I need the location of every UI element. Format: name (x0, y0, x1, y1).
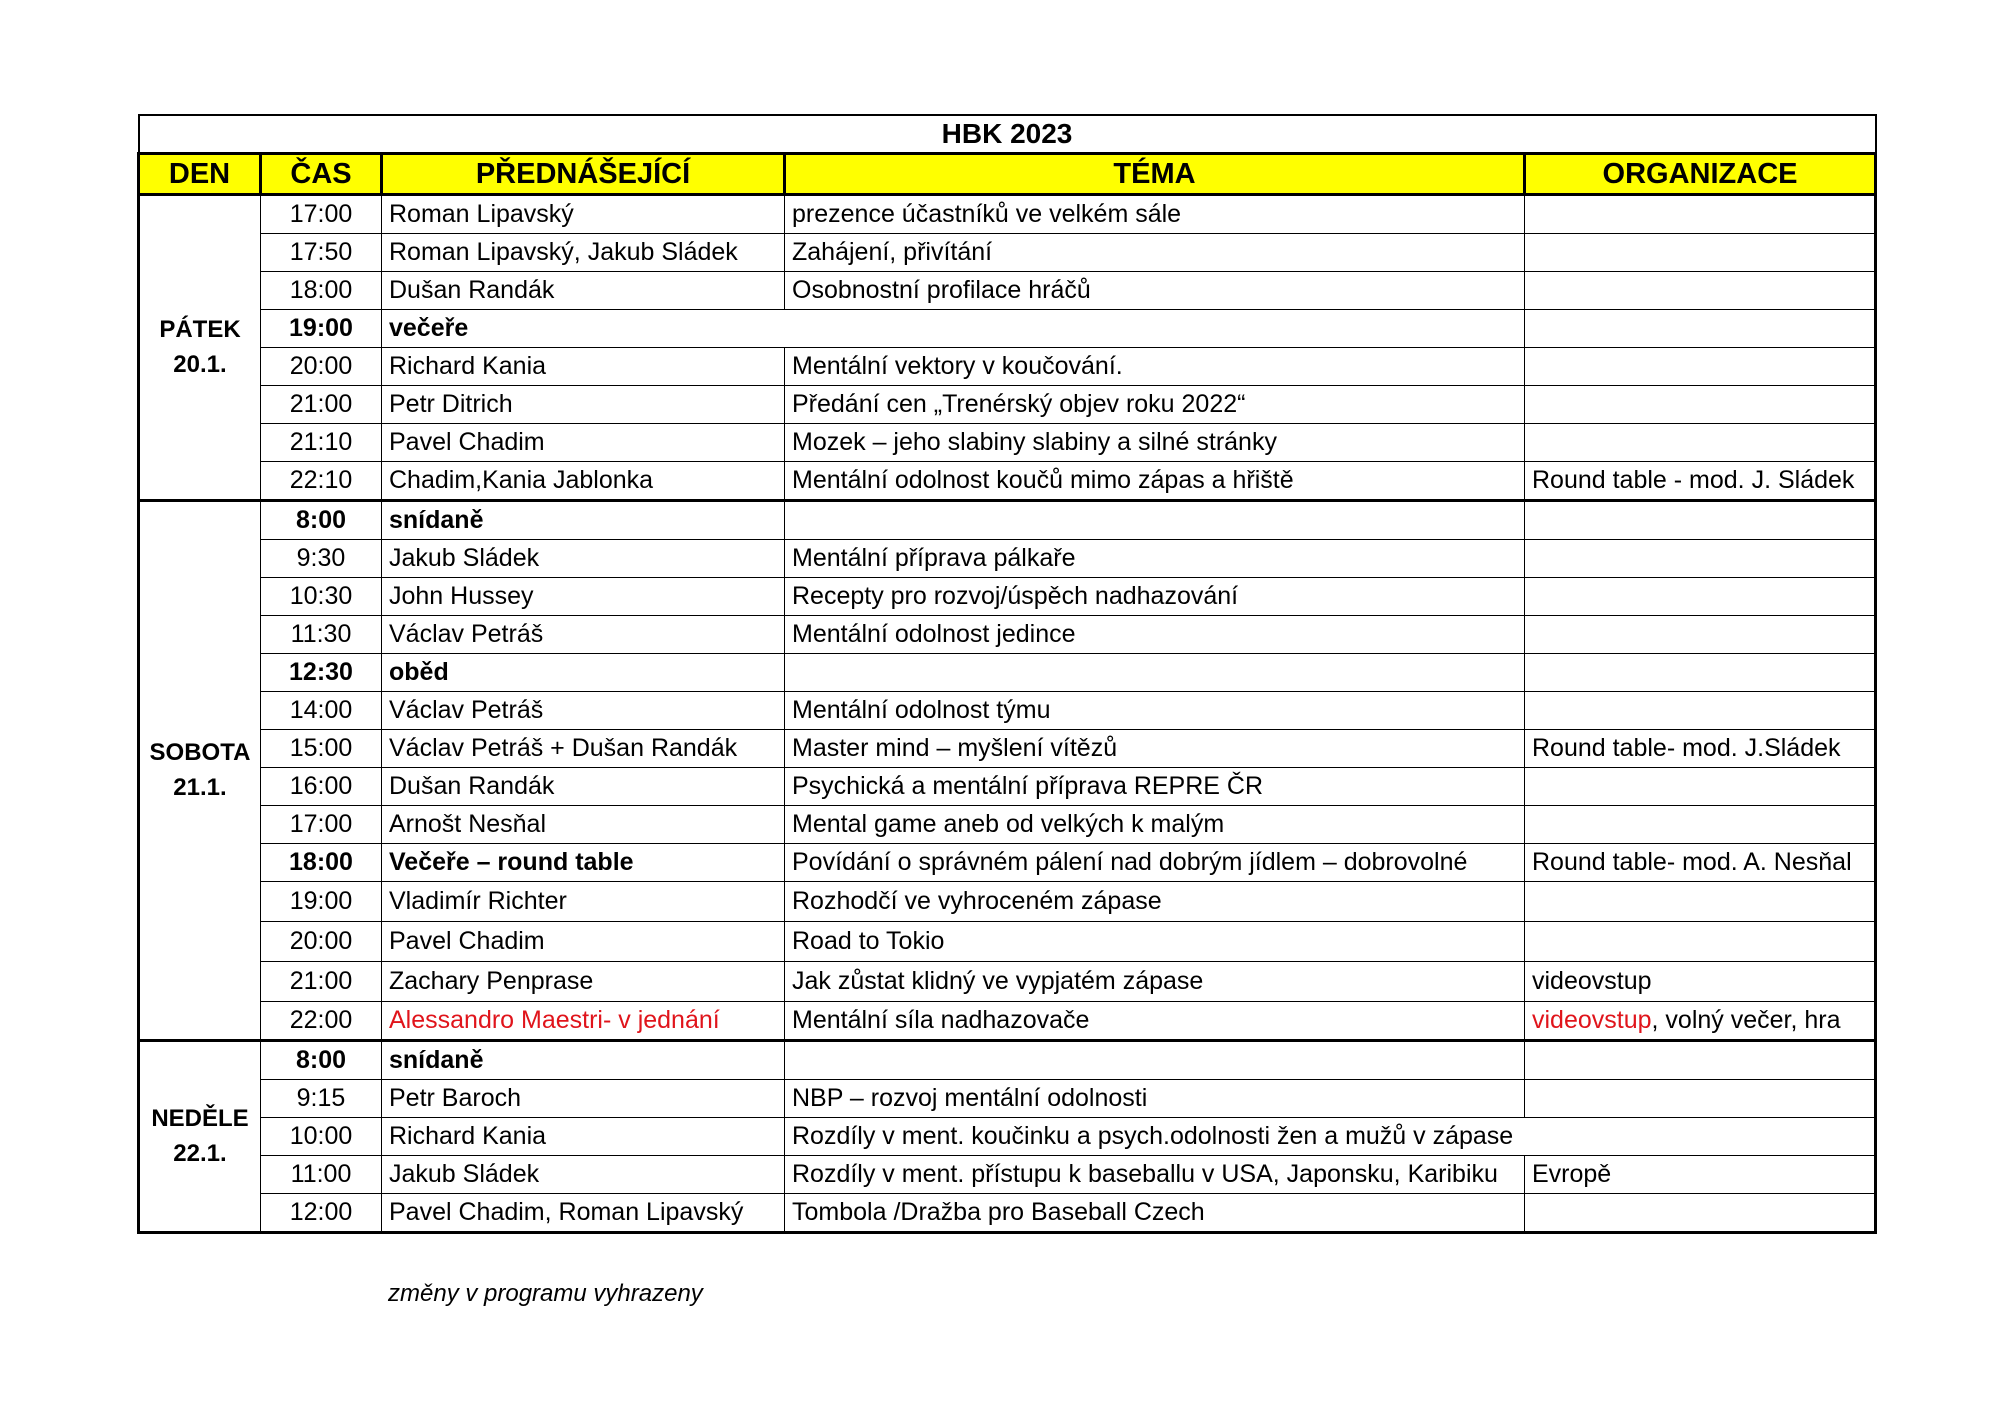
speaker-cell: Václav Petráš (382, 692, 785, 730)
table-row (139, 195, 1876, 234)
column-header-cas: ČAS (261, 154, 382, 195)
table-row (139, 806, 1876, 844)
speaker-cell: Alessandro Maestri- v jednání (382, 1002, 785, 1041)
time-cell: 11:00 (261, 1156, 382, 1194)
time-cell: 14:00 (261, 692, 382, 730)
topic-cell: Mentální síla nadhazovače (785, 1002, 1525, 1041)
topic-cell: Mentální příprava pálkaře (785, 540, 1525, 578)
title-row (139, 115, 1876, 154)
table-row (139, 882, 1876, 922)
org-cell (1525, 501, 1876, 540)
speaker-cell: snídaně (382, 501, 785, 540)
day-name: NEDĚLE (151, 1104, 249, 1132)
table-row (139, 768, 1876, 806)
speaker-cell: Dušan Randák (382, 272, 785, 310)
topic-cell: Rozhodčí ve vyhroceném zápase (785, 882, 1525, 922)
table-row (139, 234, 1876, 272)
topic-cell: Tombola /Dražba pro Baseball Czech (785, 1194, 1525, 1233)
speaker-cell: oběd (382, 654, 785, 692)
table-row (139, 348, 1876, 386)
topic-cell: NBP – rozvoj mentální odolnosti (785, 1080, 1525, 1118)
speaker-cell: Václav Petráš (382, 616, 785, 654)
org-cell (1525, 1080, 1876, 1118)
program-sheet (137, 114, 1874, 1234)
time-cell: 20:00 (261, 348, 382, 386)
time-cell: 18:00 (261, 272, 382, 310)
time-cell: 17:00 (261, 195, 382, 234)
org-cell (1525, 616, 1876, 654)
time-cell: 15:00 (261, 730, 382, 768)
table-row (139, 922, 1876, 962)
org-cell: Round table- mod. A. Nesňal (1525, 844, 1876, 882)
time-cell: 19:00 (261, 882, 382, 922)
speaker-cell: Dušan Randák (382, 768, 785, 806)
time-cell: 8:00 (261, 501, 382, 540)
org-cell (1525, 272, 1876, 310)
topic-cell: Předání cen „Trenérský objev roku 2022“ (785, 386, 1525, 424)
speaker-cell: John Hussey (382, 578, 785, 616)
topic-cell: Mozek – jeho slabiny slabiny a silné stránky (785, 424, 1525, 462)
table-row (139, 386, 1876, 424)
time-cell: 9:30 (261, 540, 382, 578)
speaker-cell: Václav Petráš + Dušan Randák (382, 730, 785, 768)
org-highlight: videovstup (1532, 1006, 1652, 1034)
table-row (139, 501, 1876, 540)
time-cell: 22:00 (261, 1002, 382, 1041)
org-cell (1525, 424, 1876, 462)
time-cell: 9:15 (261, 1080, 382, 1118)
table-row (139, 654, 1876, 692)
table-row (139, 1156, 1876, 1194)
org-cell: videovstup (1525, 962, 1876, 1002)
speaker-cell: Jakub Sládek (382, 1156, 785, 1194)
table-row (139, 424, 1876, 462)
org-cell (1525, 195, 1876, 234)
speaker-cell: Petr Baroch (382, 1080, 785, 1118)
org-cell (1525, 234, 1876, 272)
speaker-cell: Večeře – round table (382, 844, 785, 882)
time-cell: 21:00 (261, 386, 382, 424)
time-cell: 10:30 (261, 578, 382, 616)
org-cell (1525, 654, 1876, 692)
topic-cell: Mentální odolnost jedince (785, 616, 1525, 654)
topic-cell (785, 501, 1525, 540)
time-cell: 12:00 (261, 1194, 382, 1233)
time-cell: 8:00 (261, 1041, 382, 1080)
speaker-cell: Roman Lipavský (382, 195, 785, 234)
table-row (139, 962, 1876, 1002)
time-cell: 12:30 (261, 654, 382, 692)
table-row (139, 462, 1876, 501)
time-cell: 19:00 (261, 310, 382, 348)
time-cell: 16:00 (261, 768, 382, 806)
topic-cell: Psychická a mentální příprava REPRE ČR (785, 768, 1525, 806)
speaker-cell: Zachary Penprase (382, 962, 785, 1002)
day-cell-patek (139, 195, 261, 501)
time-cell: 17:50 (261, 234, 382, 272)
topic-cell: Mentální odolnost koučů mimo zápas a hřiště (785, 462, 1525, 501)
org-cell (1525, 1041, 1876, 1080)
table-row (139, 1080, 1876, 1118)
column-header-den: DEN (139, 154, 261, 195)
day-date: 21.1. (173, 773, 227, 801)
org-cell (1525, 1194, 1876, 1233)
footer-note: změny v programu vyhrazeny (388, 1280, 703, 1307)
topic-cell: Rozdíly v ment. přístupu k baseballu v USA, Japonsku, Karibiku (785, 1156, 1525, 1194)
speaker-cell: Roman Lipavský, Jakub Sládek (382, 234, 785, 272)
table-row (139, 578, 1876, 616)
org-cell (1525, 386, 1876, 424)
time-cell: 22:10 (261, 462, 382, 501)
table-row (139, 1194, 1876, 1233)
program-table (137, 114, 1877, 1234)
speaker-cell: Jakub Sládek (382, 540, 785, 578)
column-header-tema: TÉMA (785, 154, 1525, 195)
table-row (139, 1002, 1876, 1041)
org-cell (1525, 692, 1876, 730)
org-cell: Round table - mod. J. Sládek (1525, 462, 1876, 501)
table-row (139, 844, 1876, 882)
topic-cell: Mental game aneb od velkých k malým (785, 806, 1525, 844)
speaker-cell: Pavel Chadim (382, 922, 785, 962)
time-cell: 17:00 (261, 806, 382, 844)
day-name: SOBOTA (149, 738, 251, 766)
org-cell (1525, 882, 1876, 922)
speaker-cell: Chadim,Kania Jablonka (382, 462, 785, 501)
day-cell-sobota (139, 501, 261, 1041)
topic-cell: Zahájení, přivítání (785, 234, 1525, 272)
topic-cell: Povídání o správném pálení nad dobrým jídlem – dobrovolné (785, 844, 1525, 882)
org-cell: Round table- mod. J.Sládek (1525, 730, 1876, 768)
day-date: 20.1. (173, 350, 227, 378)
topic-cell (785, 1041, 1525, 1080)
table-row (139, 272, 1876, 310)
topic-cell (785, 654, 1525, 692)
topic-cell: Mentální odolnost týmu (785, 692, 1525, 730)
time-cell: 10:00 (261, 1118, 382, 1156)
column-header-prednasejici: PŘEDNÁŠEJÍCÍ (382, 154, 785, 195)
org-cell (1525, 806, 1876, 844)
day-date: 22.1. (173, 1139, 227, 1167)
time-cell: 18:00 (261, 844, 382, 882)
table-row (139, 540, 1876, 578)
table-row (139, 616, 1876, 654)
time-cell: 20:00 (261, 922, 382, 962)
speaker-cell: Pavel Chadim, Roman Lipavský (382, 1194, 785, 1233)
speaker-cell: večeře (382, 310, 1525, 348)
topic-cell: Master mind – myšlení vítězů (785, 730, 1525, 768)
topic-cell: Jak zůstat klidný ve vypjatém zápase (785, 962, 1525, 1002)
time-cell: 21:00 (261, 962, 382, 1002)
org-cell (1525, 768, 1876, 806)
table-row (139, 1118, 1876, 1156)
topic-cell: Recepty pro rozvoj/úspěch nadhazování (785, 578, 1525, 616)
org-cell (1525, 540, 1876, 578)
table-row (139, 310, 1876, 348)
time-cell: 11:30 (261, 616, 382, 654)
speaker-cell: Richard Kania (382, 1118, 785, 1156)
speaker-cell: Arnošt Nesňal (382, 806, 785, 844)
speaker-cell: snídaně (382, 1041, 785, 1080)
speaker-cell: Petr Ditrich (382, 386, 785, 424)
day-cell-nedele (139, 1041, 261, 1233)
speaker-cell: Pavel Chadim (382, 424, 785, 462)
topic-cell: prezence účastníků ve velkém sále (785, 195, 1525, 234)
day-name: PÁTEK (159, 315, 241, 343)
time-cell: 21:10 (261, 424, 382, 462)
org-cell (1525, 310, 1876, 348)
org-cell: Evropě (1525, 1156, 1876, 1194)
topic-cell: Mentální vektory v koučování. (785, 348, 1525, 386)
org-cell (1525, 578, 1876, 616)
org-cell (1525, 348, 1876, 386)
table-row (139, 730, 1876, 768)
org-text: , volný večer, hra (1651, 1006, 1841, 1034)
table-row (139, 1041, 1876, 1080)
topic-cell: Rozdíly v ment. koučinku a psych.odolnosti žen a mužů v zápase (785, 1118, 1876, 1156)
speaker-cell: Vladimír Richter (382, 882, 785, 922)
org-cell (1525, 922, 1876, 962)
column-header-organizace: ORGANIZACE (1525, 154, 1876, 195)
topic-cell: Osobnostní profilace hráčů (785, 272, 1525, 310)
topic-cell: Road to Tokio (785, 922, 1525, 962)
table-row (139, 692, 1876, 730)
org-cell (1525, 1002, 1876, 1041)
table-title: HBK 2023 (139, 115, 1876, 154)
speaker-cell: Richard Kania (382, 348, 785, 386)
header-row (139, 154, 1876, 195)
